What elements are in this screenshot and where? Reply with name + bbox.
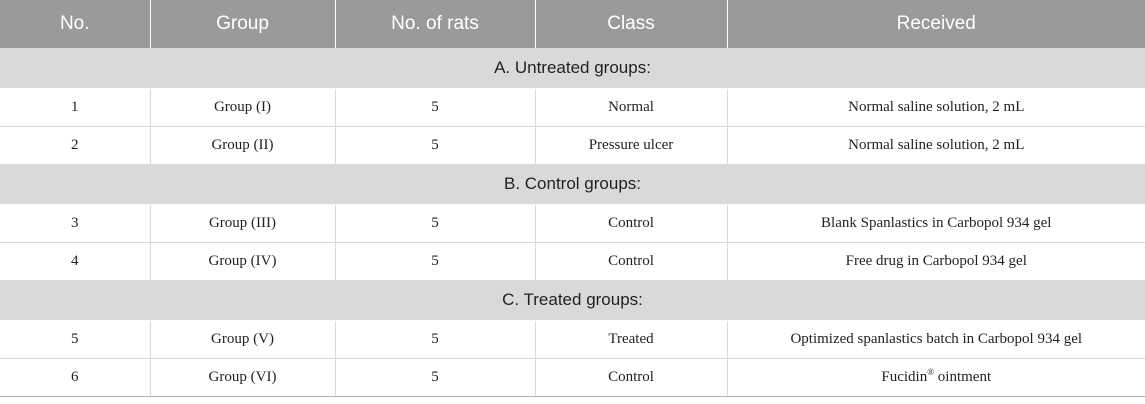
section-title-untreated: A. Untreated groups: [0,48,1145,88]
table-body [0,48,1145,396]
cell-rats: 5 [335,320,535,358]
table-row [0,242,1145,280]
cell-received [727,358,1145,396]
cell-no: 2 [0,126,150,164]
cell-class: Control [535,204,727,242]
cell-class: Control [535,358,727,396]
cell-class: Normal [535,88,727,126]
cell-received: Optimized spanlastics batch in Carbopol 934 gel [727,320,1145,358]
column-header-no-of-rats: No. of rats [335,0,535,48]
section-header-row [0,280,1145,320]
cell-group: Group (V) [150,320,335,358]
column-header-class: Class [535,0,727,48]
table-row [0,358,1145,396]
table-row [0,320,1145,358]
cell-no: 5 [0,320,150,358]
cell-received: Normal saline solution, 2 mL [727,88,1145,126]
cell-received: Free drug in Carbopol 934 gel [727,242,1145,280]
cell-group: Group (IV) [150,242,335,280]
cell-no: 1 [0,88,150,126]
cell-rats: 5 [335,88,535,126]
column-header-group: Group [150,0,335,48]
section-header-row [0,48,1145,88]
table-row [0,126,1145,164]
received-suffix: ointment [934,368,992,385]
table-row [0,204,1145,242]
received-prefix: Fucidin [881,368,928,385]
registered-mark: ® [927,366,935,377]
section-header-row [0,164,1145,204]
section-title-treated: C. Treated groups: [0,280,1145,320]
section-title-control: B. Control groups: [0,164,1145,204]
table-header-row [0,0,1145,48]
cell-class: Control [535,242,727,280]
cell-group: Group (I) [150,88,335,126]
cell-group: Group (III) [150,204,335,242]
cell-rats: 5 [335,204,535,242]
cell-class: Pressure ulcer [535,126,727,164]
cell-no: 3 [0,204,150,242]
cell-no: 4 [0,242,150,280]
cell-rats: 5 [335,242,535,280]
column-header-no: No. [0,0,150,48]
cell-received: Normal saline solution, 2 mL [727,126,1145,164]
column-header-received: Received [727,0,1145,48]
table-header [0,0,1145,48]
cell-rats: 5 [335,126,535,164]
cell-class: Treated [535,320,727,358]
cell-received: Blank Spanlastics in Carbopol 934 gel [727,204,1145,242]
cell-no: 6 [0,358,150,396]
cell-group: Group (II) [150,126,335,164]
cell-rats: 5 [335,358,535,396]
cell-group: Group (VI) [150,358,335,396]
table-row [0,88,1145,126]
